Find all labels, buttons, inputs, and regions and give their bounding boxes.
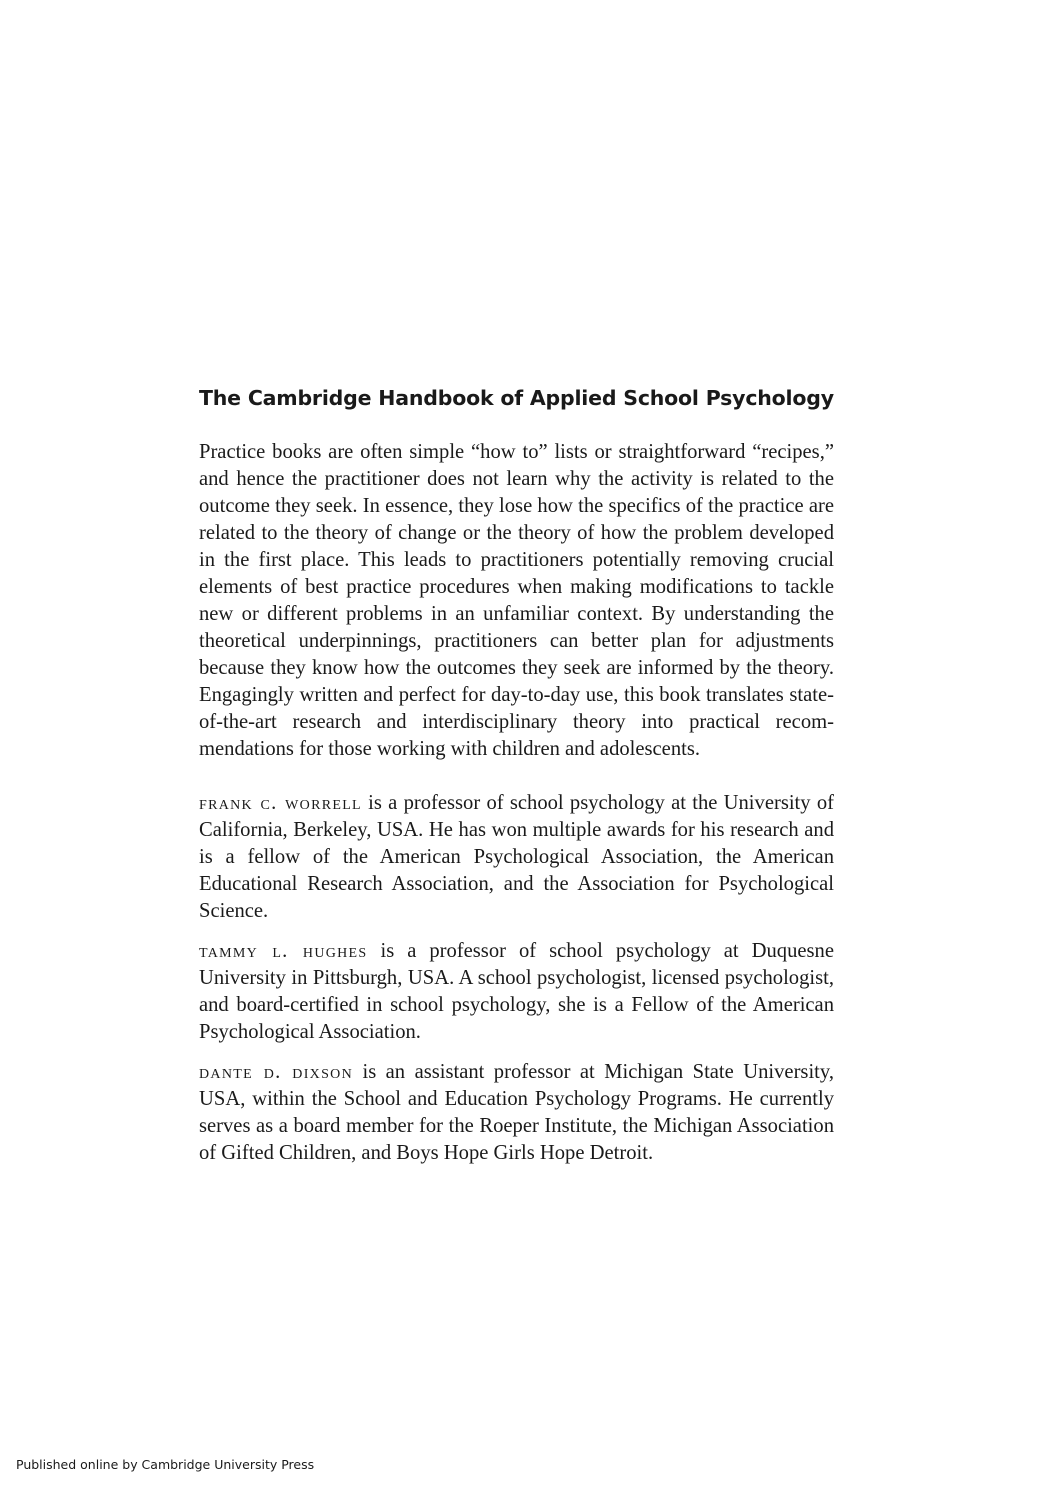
page-content <box>199 384 834 1180</box>
author-bio-text: is an assistant professor at Michigan State University, USA, within the School and Education Psychology Programs. He currently serves as a board member for the Roeper Institute, the Michigan Association of Gifted Children, and Boys Hope Girls Hope Detroit. <box>199 1061 834 1164</box>
author-name: dante d. dixson <box>199 1061 354 1083</box>
author-name: frank c. worrell <box>199 792 362 814</box>
author-bio-text: is a professor of school psychology at Duquesne University in Pittsburgh, USA. A school psychologist, licensed psychologist, and board-certified in school psychology, she is a Fellow of the American Psychological Association. <box>199 940 834 1043</box>
book-title: The Cambridge Handbook of Applied School Psychology <box>199 386 834 410</box>
author-bio-text: is a professor of school psychology at the University of California, Berkeley, USA. He has won multiple awards for his research and is a fellow of the American Psychological Association, the American Educational Research Association, and the Association for Psychological Science. <box>199 792 834 922</box>
author-name: tammy l. hughes <box>199 940 368 962</box>
author-bio-hughes <box>199 938 834 1046</box>
author-bio-worrell <box>199 790 834 925</box>
book-description: Practice books are often simple “how to” lists or straightforward “recipes,” and hence the practitioner does not learn why the activity is related to the outcome they seek. In essence, they lose how the specifics of the practice are related to the theory of change or the theory of how the problem developed in the first place. This leads to practitioners potentially removing crucial elements of best practice procedures when making modifications to tackle new or different problems in an unfamiliar context. By understanding the theoretical underpinnings, practitioners can better plan for adjustments because they know how the outcomes they seek are informed by the theory. Engagingly written and perfect for day-to-day use, this book translates state-of-the-art research and interdisciplinary theory into practical recommendations for those working with children and adolescents. <box>199 441 834 760</box>
publisher-footer: Published online by Cambridge University Press <box>16 1457 315 1472</box>
author-bio-dixson <box>199 1059 834 1167</box>
